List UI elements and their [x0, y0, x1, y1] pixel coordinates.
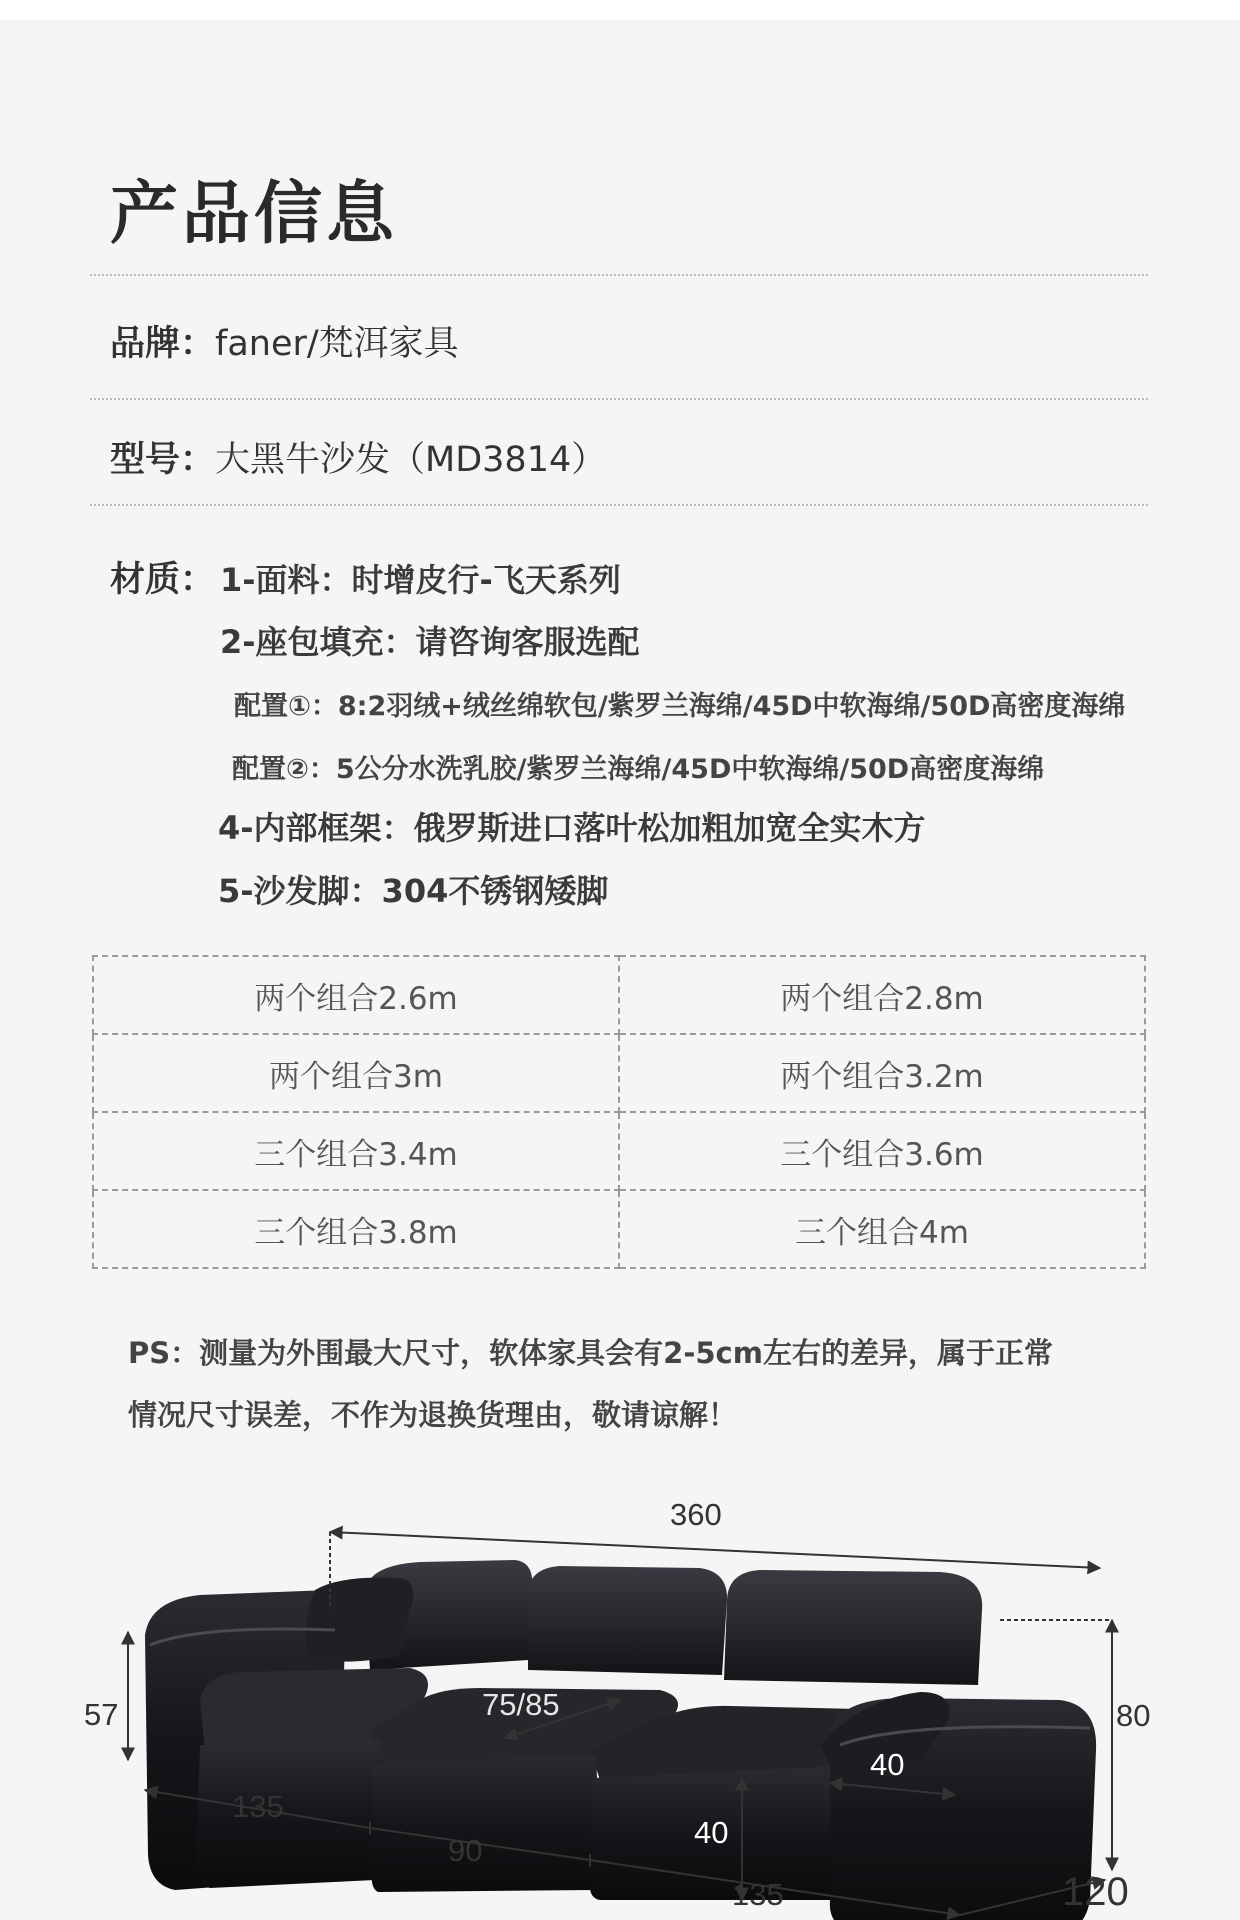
model-value: 大黑牛沙发（MD3814） — [215, 440, 607, 480]
sofa-image — [145, 1560, 1096, 1920]
material-label: 材质： — [110, 560, 216, 600]
size-cell: 三个组合3.6m — [619, 1112, 1145, 1190]
dim-left-module: 135 — [232, 1789, 284, 1824]
page-title: 产品信息 — [110, 175, 399, 254]
size-cell: 两个组合2.6m — [93, 956, 619, 1034]
dim-seat-depth: 75/85 — [482, 1687, 560, 1722]
dim-back-height: 80 — [1116, 1698, 1151, 1733]
size-cell: 三个组合3.8m — [93, 1190, 619, 1268]
size-cell: 三个组合4m — [619, 1190, 1145, 1268]
divider — [90, 398, 1148, 400]
divider — [90, 274, 1148, 276]
note-line-1: PS：测量为外围最大尺寸，软体家具会有2-5cm左右的差异，属于正常 — [128, 1336, 1053, 1370]
product-info-page — [0, 20, 1240, 1920]
material-filling: 2-座包填充：请咨询客服选配 — [220, 623, 640, 661]
size-options-table — [92, 955, 1146, 1269]
dim-arm-width: 40 — [870, 1747, 905, 1782]
dim-seat-height: 40 — [694, 1815, 729, 1850]
size-cell: 两个组合2.8m — [619, 956, 1145, 1034]
size-cell: 两个组合3.2m — [619, 1034, 1145, 1112]
material-row — [110, 552, 215, 602]
table-row — [93, 1190, 1145, 1268]
note-line-2: 情况尺寸误差，不作为退换货理由，敬请谅解！ — [128, 1398, 738, 1432]
divider — [90, 504, 1148, 506]
size-cell: 两个组合3m — [93, 1034, 619, 1112]
brand-row — [110, 316, 459, 366]
material-frame: 4-内部框架：俄罗斯进口落叶松加粗加宽全实木方 — [218, 809, 926, 847]
table-row — [93, 1034, 1145, 1112]
model-row — [110, 432, 606, 482]
model-label: 型号： — [110, 440, 216, 480]
material-fabric: 1-面料：时增皮行-飞天系列 — [220, 561, 621, 599]
brand-value: faner/梵洱家具 — [215, 324, 459, 364]
table-row — [93, 1112, 1145, 1190]
dim-right-module: 135 — [732, 1877, 784, 1912]
dim-depth: 120 — [1062, 1870, 1129, 1914]
measurement-note — [128, 1322, 1128, 1446]
size-cell: 三个组合3.4m — [93, 1112, 619, 1190]
table-row — [93, 956, 1145, 1034]
dim-middle-module: 90 — [448, 1833, 483, 1868]
dim-total-width: 360 — [670, 1497, 722, 1532]
dim-arm-height: 57 — [84, 1697, 119, 1732]
material-config-2: 配置②：5公分水洗乳胶/紫罗兰海绵/45D中软海绵/50D高密度海绵 — [232, 754, 1045, 785]
material-feet: 5-沙发脚：304不锈钢矮脚 — [218, 872, 609, 910]
brand-label: 品牌： — [110, 324, 216, 364]
material-config-1: 配置①：8:2羽绒+绒丝绵软包/紫罗兰海绵/45D中软海绵/50D高密度海绵 — [234, 691, 1126, 722]
sofa-dimension-diagram — [0, 1460, 1240, 1920]
